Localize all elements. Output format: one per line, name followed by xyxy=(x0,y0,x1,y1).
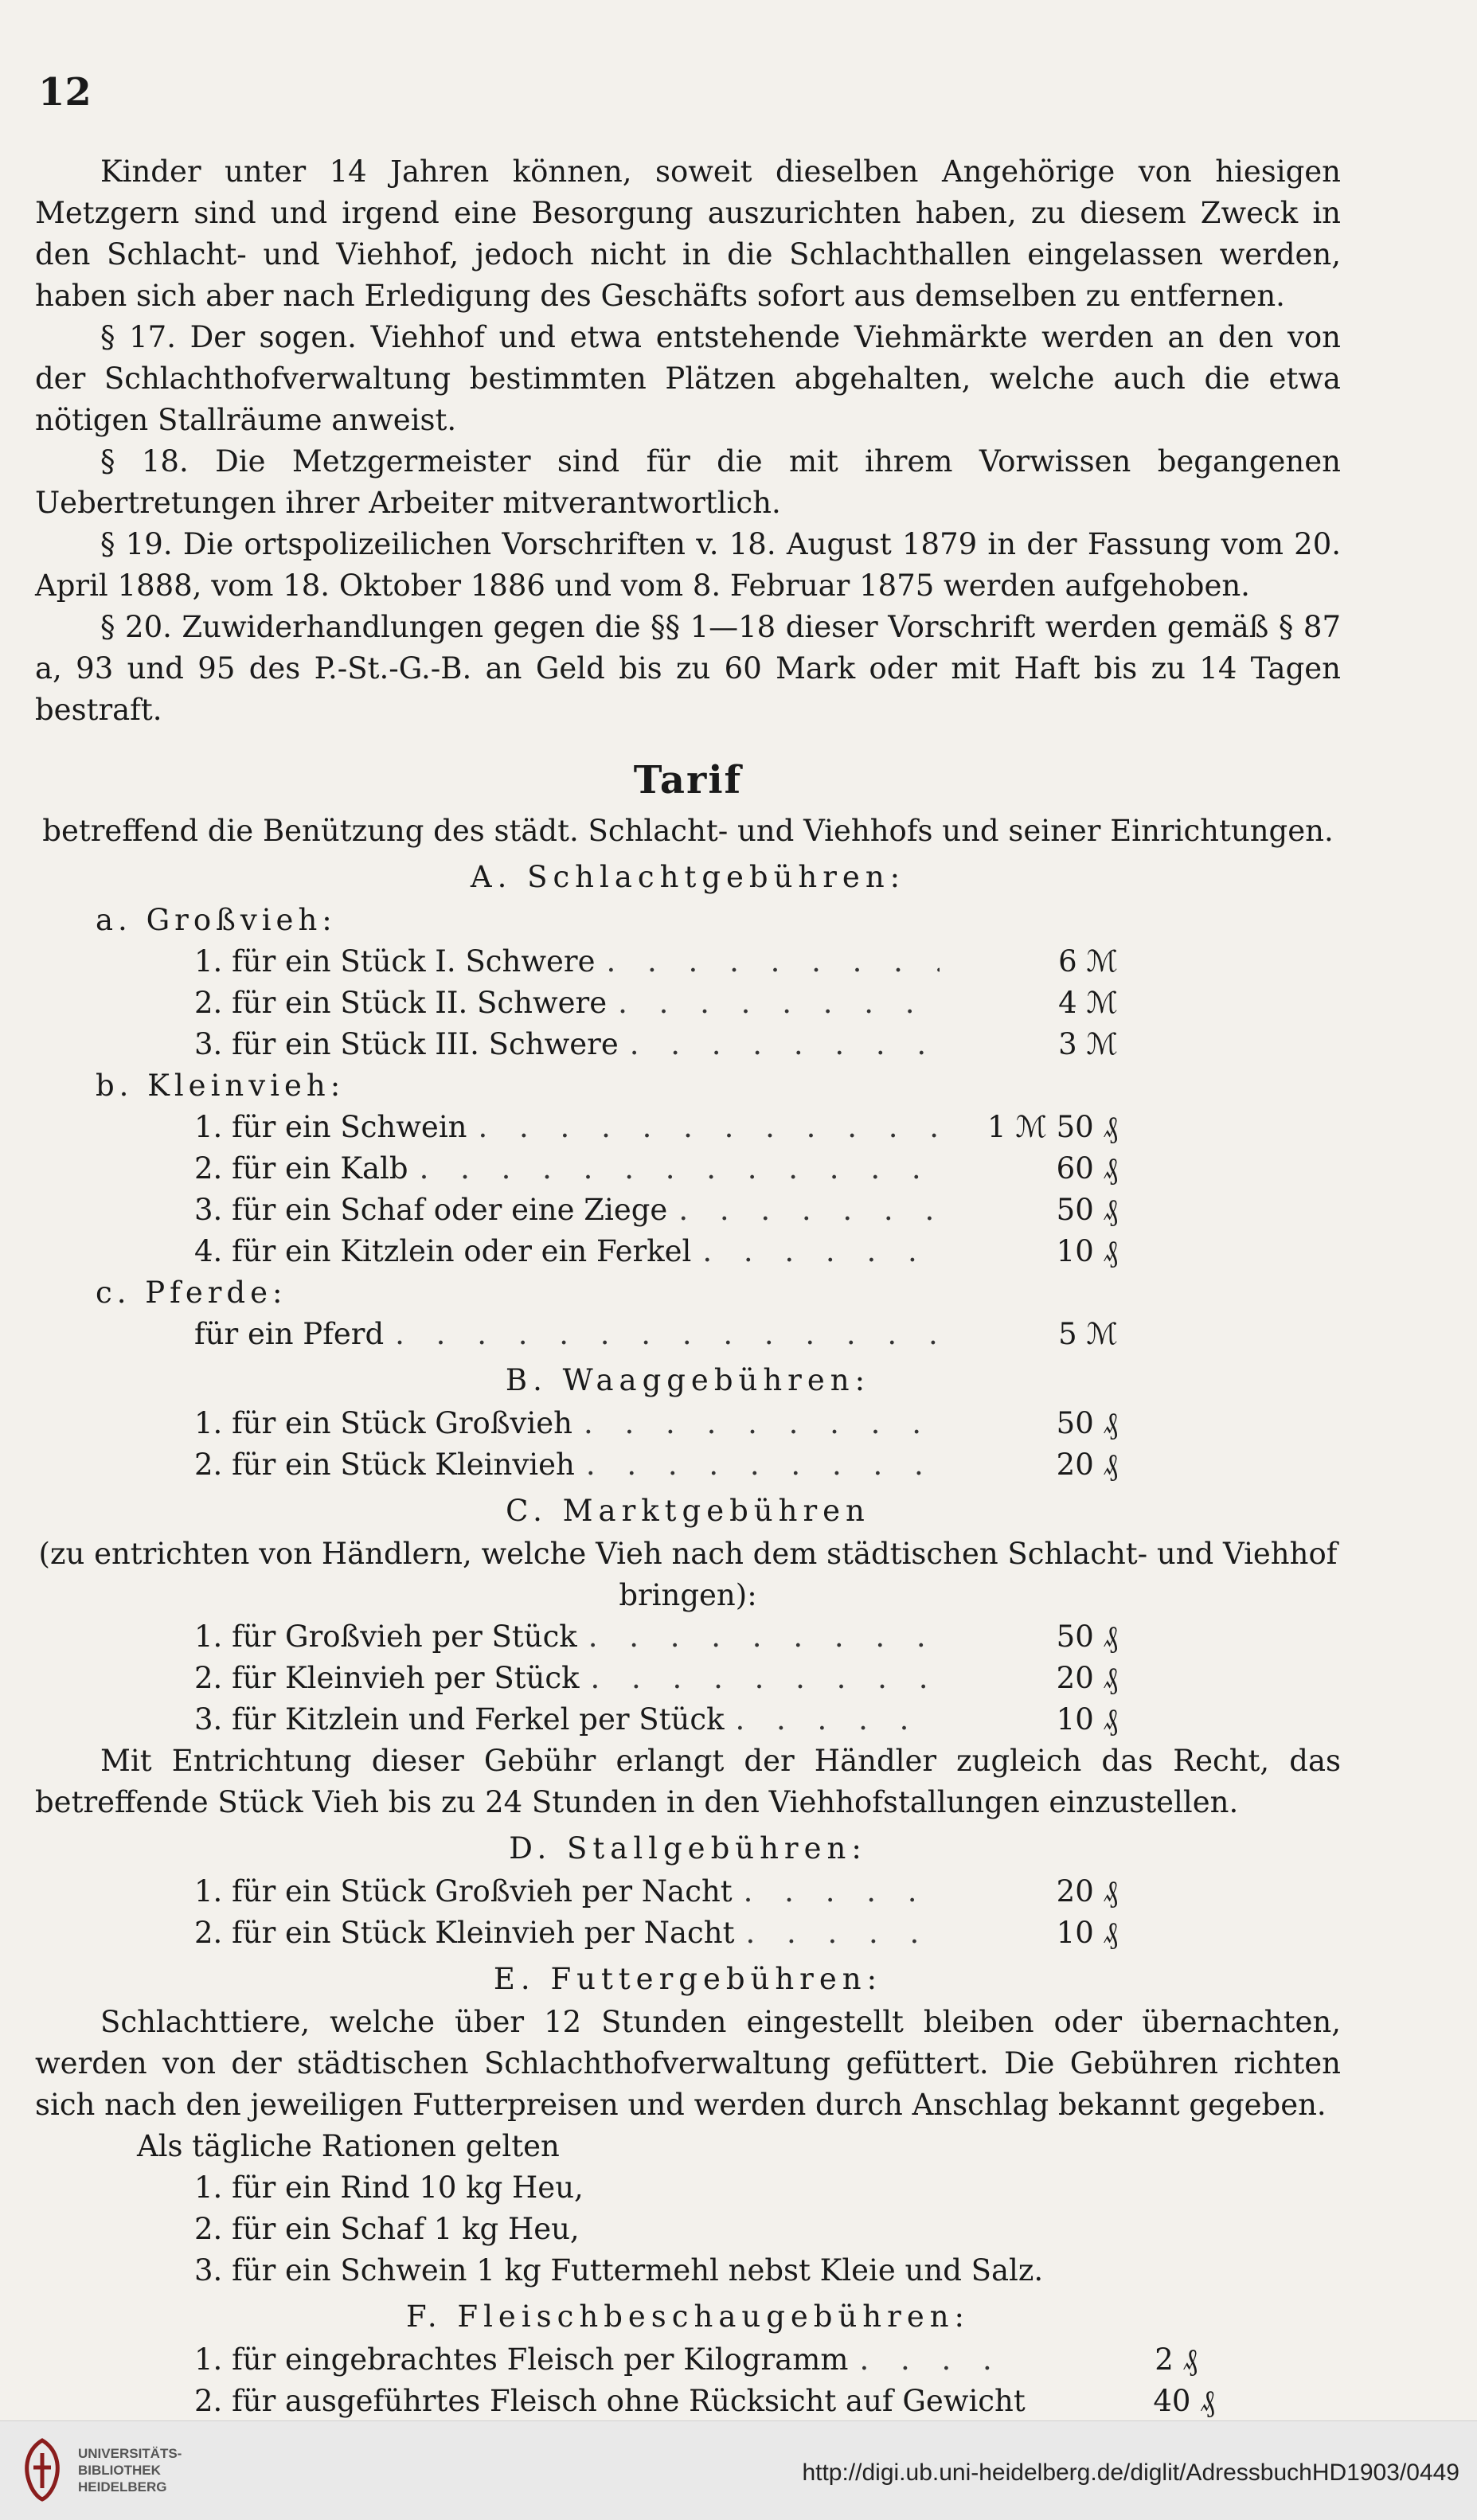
page-number: 12 xyxy=(38,70,92,115)
fee-price: 4 ℳ xyxy=(1058,986,1118,1020)
ration-item: 2. für ein Schaf 1 kg Heu, xyxy=(194,2212,580,2246)
group-label-pferde: c. Pferde: xyxy=(96,1276,287,1310)
group-label-grossvieh: a. Großvieh: xyxy=(96,903,337,937)
paragraph-section-18: § 18. Die Metzgermeister sind für die mit ihrem Vorwissen begangenen Uebertretungen ihrer Arbeiter mitverantwortlich. xyxy=(35,444,1341,520)
tarif-subtitle: betreffend die Benützung des städt. Schlacht- und Viehhofs und seiner Einrichtungen. xyxy=(42,814,1334,848)
fee-row xyxy=(194,941,1118,983)
section-c-heading: C. Marktgebühren xyxy=(506,1494,870,1528)
section-d-heading: D. Stallgebühren: xyxy=(509,1831,867,1866)
ration-item: 1. für ein Rind 10 kg Heu, xyxy=(194,2170,584,2205)
fee-row xyxy=(194,1912,1118,1954)
fee-label: 1. für ein Stück Großvieh xyxy=(194,1406,573,1440)
library-logo xyxy=(18,2437,182,2502)
fee-label: für ein Pferd xyxy=(194,1317,385,1351)
fee-row xyxy=(194,1314,1118,1355)
fee-price: 6 ℳ xyxy=(1058,944,1118,979)
group-label-kleinvieh: b. Kleinvieh: xyxy=(96,1069,346,1103)
section-c-note: (zu entrichten von Händlern, welche Vieh nach dem städtischen Schlacht- und Viehhof bringen): xyxy=(38,1537,1338,1612)
fee-row xyxy=(194,1403,1118,1444)
fee-row xyxy=(194,1616,1118,1658)
fee-price: 20 ₰ xyxy=(1056,1874,1118,1909)
fee-price: 50 ₰ xyxy=(1056,1619,1118,1654)
fee-row xyxy=(194,1231,1118,1272)
fee-price: 10 ₰ xyxy=(1056,1702,1118,1737)
source-url-link[interactable]: http://digi.ub.uni-heidelberg.de/diglit/AdressbuchHD1903/0449 xyxy=(802,2459,1459,2486)
fee-price: 50 ₰ xyxy=(1056,1406,1118,1440)
fee-price: 1 ℳ 50 ₰ xyxy=(987,1110,1118,1144)
fee-label: 1. für ein Stück Großvieh per Nacht xyxy=(194,1874,733,1909)
fee-row xyxy=(194,1148,1118,1190)
fee-label: 2. für ein Kalb xyxy=(194,1151,408,1186)
section-b-heading: B. Waaggebühren: xyxy=(505,1363,871,1397)
fee-row xyxy=(194,1107,1118,1148)
fee-price: 60 ₰ xyxy=(1056,1151,1118,1186)
fee-row xyxy=(194,983,1118,1024)
fee-price: 2 ₰ xyxy=(1155,2342,1198,2377)
page-body xyxy=(35,151,1341,2422)
fee-price: 10 ₰ xyxy=(1056,1234,1118,1268)
fee-row xyxy=(194,2339,1198,2381)
section-e-heading: E. Futtergebühren: xyxy=(493,1962,883,1996)
fee-label: 3. für ein Stück III. Schwere xyxy=(194,1027,619,1061)
paragraph-section-20: § 20. Zuwiderhandlungen gegen die §§ 1—18 dieser Vorschrift werden gemäß § 87 a, 93 und 95 des P.-St.-G.-B. an Geld bis zu 60 Mark oder mit Haft bis zu 14 Tagen bestraft. xyxy=(35,610,1341,727)
fee-price: 20 ₰ xyxy=(1056,1448,1118,1482)
fee-label: 1. für ein Schwein xyxy=(194,1110,467,1144)
paragraph-section-19: § 19. Die ortspolizeilichen Vorschriften v. 18. August 1879 in der Fassung vom 20. April 1888, vom 18. Oktober 1886 und vom 8. Februar 1875 werden aufgehoben. xyxy=(35,527,1341,603)
fee-label: 1. für eingebrachtes Fleisch per Kilogramm xyxy=(194,2342,849,2377)
fee-label: 3. für ein Schaf oder eine Ziege xyxy=(194,1193,668,1227)
fee-label: 1. für Großvieh per Stück xyxy=(194,1619,577,1654)
fee-price: 20 ₰ xyxy=(1056,1661,1118,1695)
fee-row xyxy=(194,1699,1118,1741)
fee-label: 3. für Kitzlein und Ferkel per Stück xyxy=(194,1702,725,1737)
tarif-title: Tarif xyxy=(633,758,743,803)
fee-row xyxy=(194,1658,1118,1699)
fee-label: 2. für ein Stück Kleinvieh xyxy=(194,1448,575,1482)
section-f-heading: F. Fleischbeschaugebühren: xyxy=(405,2299,971,2334)
ration-item: 3. für ein Schwein 1 kg Futtermehl nebst Kleie und Salz. xyxy=(194,2253,1044,2288)
fee-row xyxy=(194,1024,1118,1065)
seal-icon xyxy=(18,2437,67,2502)
fee-row xyxy=(194,1871,1118,1912)
fee-price: 50 ₰ xyxy=(1056,1193,1118,1227)
rations-intro: Als tägliche Rationen gelten xyxy=(137,2129,560,2163)
fee-row xyxy=(194,1444,1118,1486)
section-e-paragraph: Schlachttiere, welche über 12 Stunden eingestellt bleiben oder übernachten, werden von der städtischen Schlachthofverwaltung gefüttert. Die Gebühren richten sich nach den jeweiligen Futterpreisen und werden durch Anschlag bekannt gegeben. xyxy=(35,2005,1341,2122)
fee-label: 2. für Kleinvieh per Stück xyxy=(194,1661,580,1695)
fee-price: 40 ₰ xyxy=(1153,2384,1215,2418)
fee-price: 5 ℳ xyxy=(1058,1317,1118,1351)
fee-label: 2. für ein Stück II. Schwere xyxy=(194,986,608,1020)
fee-label: 4. für ein Kitzlein oder ein Ferkel xyxy=(194,1234,692,1268)
fee-price: 10 ₰ xyxy=(1056,1916,1118,1950)
section-a-heading: A. Schlachtgebühren: xyxy=(470,860,906,894)
fee-label: 2. für ausgeführtes Fleisch ohne Rücksicht auf Gewicht xyxy=(194,2384,1026,2418)
paragraph-section-17: § 17. Der sogen. Viehhof und etwa entstehende Viehmärkte werden an den von der Schlachthofverwaltung bestimmten Plätzen abgehalten, welche auch die etwa nötigen Stallräume anweist. xyxy=(35,320,1341,437)
section-c-paragraph: Mit Entrichtung dieser Gebühr erlangt der Händler zugleich das Recht, das betreffende Stück Vieh bis zu 24 Stunden in den Viehhofstallungen einzustellen. xyxy=(35,1744,1341,1819)
fee-price: 3 ℳ xyxy=(1058,1027,1118,1061)
fee-row xyxy=(194,1190,1118,1231)
footer-bar xyxy=(0,2420,1477,2520)
paragraph-children: Kinder unter 14 Jahren können, soweit dieselben Angehörige von hiesigen Metzgern sind und irgend eine Besorgung auszurichten haben, zu diesem Zweck in den Schlacht- und Viehhof, jedoch nicht in die Schlachthallen eingelassen werden, haben sich aber nach Erledigung des Geschäfts sofort aus demselben zu entfernen. xyxy=(35,154,1341,313)
fee-label: 2. für ein Stück Kleinvieh per Nacht xyxy=(194,1916,735,1950)
fee-label: 1. für ein Stück I. Schwere xyxy=(194,944,596,979)
library-name: UNIVERSITÄTS- BIBLIOTHEK HEIDELBERG xyxy=(78,2445,182,2495)
fee-row xyxy=(194,2381,1215,2422)
